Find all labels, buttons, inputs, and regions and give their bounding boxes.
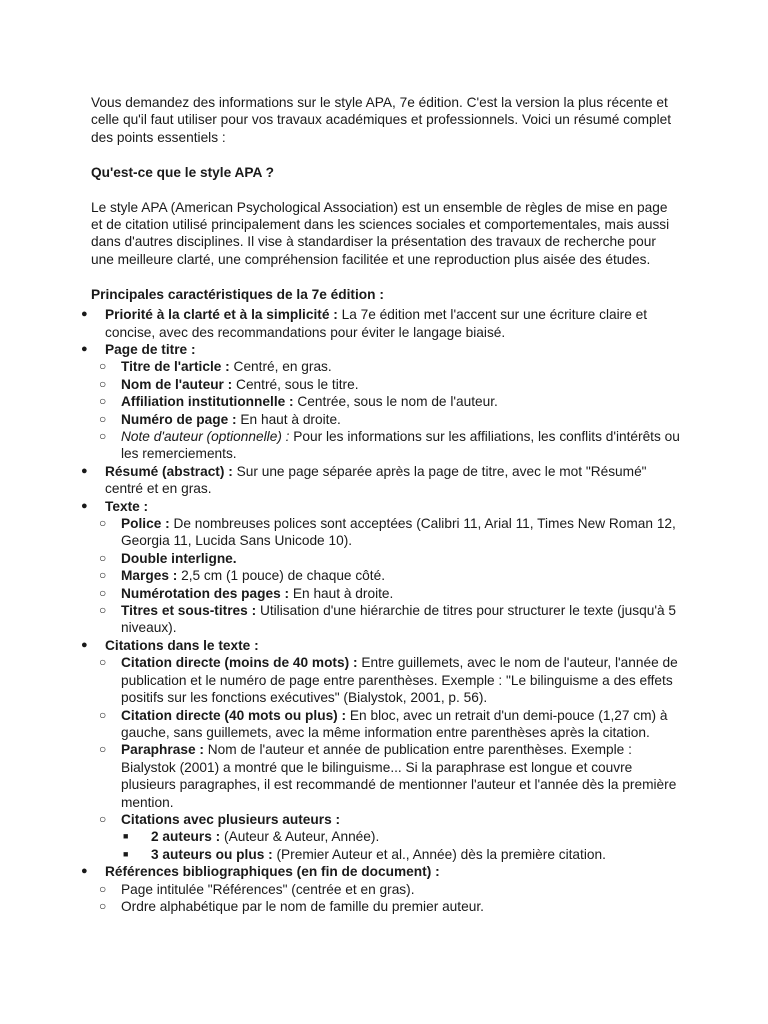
list-item-author-name: ○ Nom de l'auteur : Centré, sous le titre. bbox=[105, 376, 680, 393]
list-item-page-number: ○ Numéro de page : En haut à droite. bbox=[105, 411, 680, 428]
list-item-double-spacing: ○ Double interligne. bbox=[105, 550, 680, 567]
list-item-three-authors: ■ 3 auteurs ou plus : (Premier Auteur et al., Année) dès la première citation. bbox=[127, 846, 680, 863]
list-item-long-quote: ○ Citation directe (40 mots ou plus) : En bloc, avec un retrait d'un demi-pouce (1,27 cm) à gauche, sans guillemets, avec la même information entre parenthèses après la citation. bbox=[105, 707, 680, 742]
list-item-margins: ○ Marges : 2,5 cm (1 pouce) de chaque côté. bbox=[105, 567, 680, 584]
apa-definition-heading: Qu'est-ce que le style APA ? bbox=[91, 164, 275, 180]
features-heading: Principales caractéristiques de la 7e édition : bbox=[91, 286, 384, 302]
list-item-two-authors: ■ 2 auteurs : (Auteur & Auteur, Année). bbox=[127, 828, 680, 845]
list-item-article-title: ○ Titre de l'article : Centré, en gras. bbox=[105, 358, 680, 375]
citations-sublist bbox=[105, 654, 680, 863]
title-page-sublist bbox=[105, 358, 680, 462]
features-list bbox=[91, 306, 680, 915]
list-item-author-note: ○ Note d'auteur (optionnelle) : Pour les informations sur les affiliations, les conflits d'intérêts ou les remerciements. bbox=[105, 428, 680, 463]
list-item-paraphrase: ○ Paraphrase : Nom de l'auteur et année de publication entre parenthèses. Exemple : Bialystok (2001) a montré que le bilinguisme... Si la paraphrase est longue et couvre plusieurs paragraphes, il est recommandé de mentionner l'auteur et l'année dès la première mention. bbox=[105, 741, 680, 811]
list-item-references: ● Références bibliographiques (en fin de document) : ○ Page intitulée "Références" (centrée et en gras). ○ Ordre alphabétique par le nom de famille du premier auteur. bbox=[91, 863, 680, 915]
list-item-alphabetical-order: ○ Ordre alphabétique par le nom de famille du premier auteur. bbox=[105, 898, 680, 915]
list-item-headings: ○ Titres et sous-titres : Utilisation d'une hiérarchie de titres pour structurer le texte (jusqu'à 5 niveaux). bbox=[105, 602, 680, 637]
references-sublist bbox=[105, 881, 680, 916]
list-item-font: ○ Police : De nombreuses polices sont acceptées (Calibri 11, Arial 11, Times New Roman 12, Georgia 11, Lucida Sans Unicode 10). bbox=[105, 515, 680, 550]
multiple-authors-sublist bbox=[127, 828, 680, 863]
list-item-citations: ● Citations dans le texte : ○ Citation directe (moins de 40 mots) : Entre guillemets, avec le nom de l'auteur, l'année de publication et le numéro de page entre parenthèses. Exemple : "Le bilinguisme a des effets positifs sur les fonctions exécutives" (Bialystok, 2001, p. 56). ○ Citation directe (40 mots ou plus) : En bloc, avec un retrait d'un demi-pouce (1,27 cm) à gauche, sans guillemets, avec la même information entre parenthèses après la citation. ○ Paraphrase : Nom de l'auteur et année de publication entre parenthèses. Exemple : Bialystok (2001) a montré que le bilinguisme... Si la paraphrase est longue et couvre plusieurs paragraphes, il est recommandé de mentionner l'auteur et l'année dès la première mention. ○ Citations avec plusieurs auteurs : ■ 2 auteurs : (Auteur & Auteur, Année). ■ 3 auteurs ou plus : (Premier Auteur et al., Année) dès la première citation. bbox=[91, 637, 680, 863]
list-item-page-numbering: ○ Numérotation des pages : En haut à droite. bbox=[105, 585, 680, 602]
list-item-text: ● Texte : ○ Police : De nombreuses polices sont acceptées (Calibri 11, Arial 11, Times New Roman 12, Georgia 11, Lucida Sans Unicode 10). ○ Double interligne. ○ Marges : 2,5 cm (1 pouce) de chaque côté. ○ Numérotation des pages : En haut à droite. ○ Titres et sous-titres : Utilisation d'une hiérarchie de titres pour structurer le texte (jusqu'à 5 niveaux). bbox=[91, 498, 680, 637]
list-item-short-quote: ○ Citation directe (moins de 40 mots) : Entre guillemets, avec le nom de l'auteur, l'année de publication et le numéro de page entre parenthèses. Exemple : "Le bilinguisme a des effets positifs sur les fonctions exécutives" (Bialystok, 2001, p. 56). bbox=[105, 654, 680, 706]
list-item-affiliation: ○ Affiliation institutionnelle : Centrée, sous le nom de l'auteur. bbox=[105, 393, 680, 410]
intro-paragraph: Vous demandez des informations sur le style APA, 7e édition. C'est la version la plus récente et celle qu'il faut utiliser pour vos travaux académiques et professionnels. Voici un résumé complet des points essentiels : bbox=[91, 95, 672, 145]
list-item-title-page: ● Page de titre : ○ Titre de l'article : Centré, en gras. ○ Nom de l'auteur : Centré, sous le titre. ○ Affiliation institutionnelle : Centrée, sous le nom de l'auteur. ○ Numéro de page : En haut à droite. ○ Note d'auteur (optionnelle) : Pour les informations sur les affiliations, les conflits d'intérêts ou les remerciements. bbox=[91, 341, 680, 463]
list-item-clarity: ● Priorité à la clarté et à la simplicité : La 7e édition met l'accent sur une écriture claire et concise, avec des recommandations pour éviter le langage biaisé. bbox=[91, 306, 680, 341]
text-sublist bbox=[105, 515, 680, 637]
apa-definition-paragraph: Le style APA (American Psychological Association) est un ensemble de règles de mise en page et de citation utilisé principalement dans les sciences sociales et comportementales, mais aussi dans d'autres disciplines. Il vise à standardiser la présentation des travaux de recherche pour une meilleure clarté, une compréhension facilitée et une reproduction plus aisée des études. bbox=[91, 199, 670, 267]
list-item-multiple-authors: ○ Citations avec plusieurs auteurs : ■ 2 auteurs : (Auteur & Auteur, Année). ■ 3 auteurs ou plus : (Premier Auteur et al., Année) dès la première citation. bbox=[105, 811, 680, 863]
list-item-references-title: ○ Page intitulée "Références" (centrée et en gras). bbox=[105, 881, 680, 898]
list-item-abstract: ● Résumé (abstract) : Sur une page séparée après la page de titre, avec le mot "Résumé" centré et en gras. bbox=[91, 463, 680, 498]
